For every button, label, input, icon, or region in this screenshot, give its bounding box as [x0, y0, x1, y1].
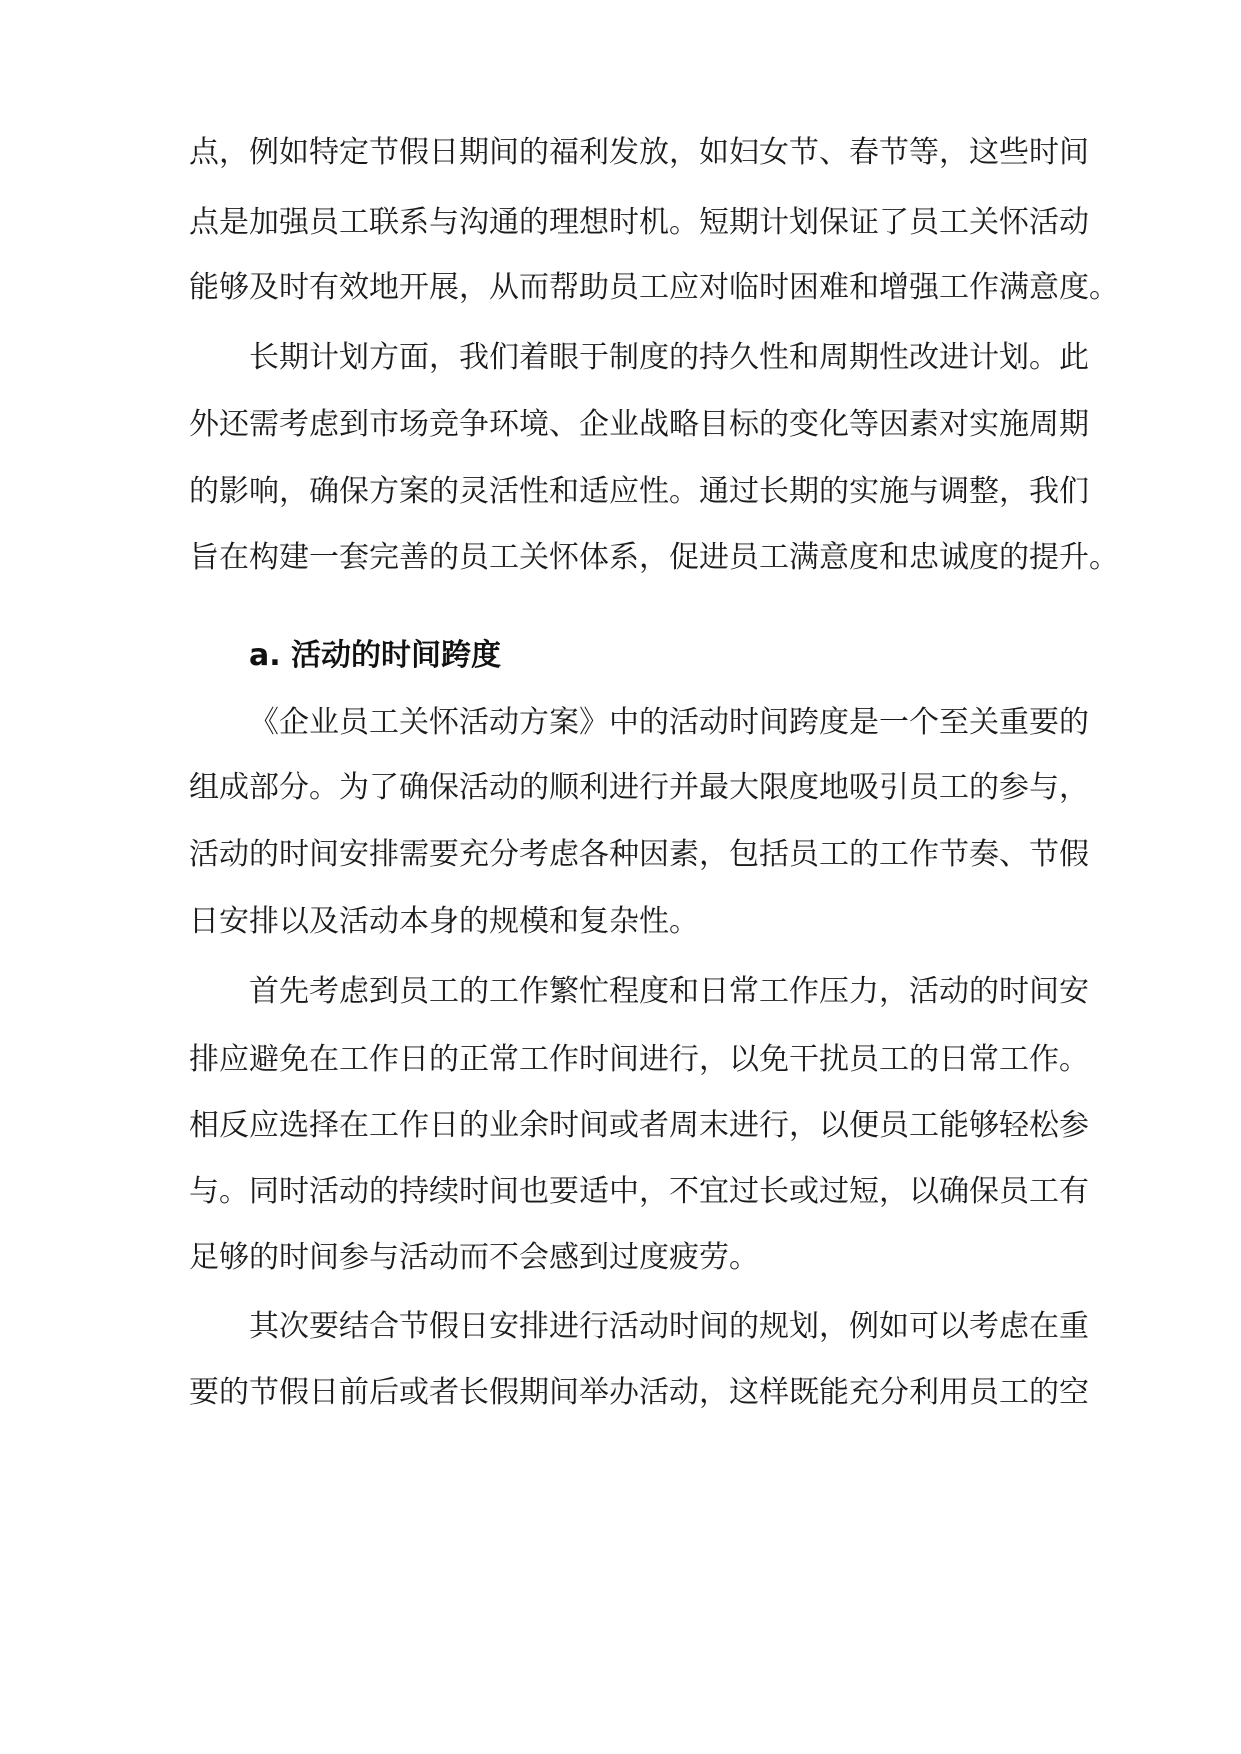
paragraph-4-line-3: 相反应选择在工作日的业余时间或者周末进行，以便员工能够轻松参 — [189, 1108, 1089, 1143]
paragraph-4-line-5: 足够的时间参与活动而不会感到过度疲劳。 — [189, 1240, 759, 1275]
paragraph-2-line-2: 外还需考虑到市场竞争环境、企业战略目标的变化等因素对实施周期 — [189, 407, 1089, 442]
paragraph-3-line-1: 《企业员工关怀活动方案》中的活动时间跨度是一个至关重要的 — [249, 705, 1089, 740]
paragraph-1-line-3: 能够及时有效地开展，从而帮助员工应对临时困难和增强工作满意度。 — [189, 270, 1119, 305]
paragraph-3-line-4: 日安排以及活动本身的规模和复杂性。 — [189, 904, 699, 939]
paragraph-3-line-3: 活动的时间安排需要充分考虑各种因素，包括员工的工作节奏、节假 — [189, 837, 1089, 872]
paragraph-1-line-1: 点，例如特定节假日期间的福利发放，如妇女节、春节等，这些时间 — [189, 135, 1089, 170]
paragraph-2-line-3: 的影响，确保方案的灵活性和适应性。通过长期的实施与调整，我们 — [189, 474, 1089, 509]
paragraph-2-line-4: 旨在构建一套完善的员工关怀体系，促进员工满意度和忠诚度的提升。 — [189, 540, 1119, 575]
paragraph-1-line-2: 点是加强员工联系与沟通的理想时机。短期计划保证了员工关怀活动 — [189, 205, 1089, 240]
paragraph-3-line-2: 组成部分。为了确保活动的顺利进行并最大限度地吸引员工的参与， — [189, 770, 1089, 805]
section-heading-title: 活动的时间跨度 — [291, 638, 501, 673]
paragraph-4-line-2: 排应避免在工作日的正常工作时间进行，以免干扰员工的日常工作。 — [189, 1042, 1089, 1077]
paragraph-4-line-4: 与。同时活动的持续时间也要适中，不宜过长或过短，以确保员工有 — [189, 1174, 1089, 1209]
section-heading-marker: a. — [249, 638, 281, 673]
section-heading — [249, 636, 501, 676]
paragraph-5-line-1: 其次要结合节假日安排进行活动时间的规划，例如可以考虑在重 — [249, 1309, 1089, 1344]
paragraph-2-line-1: 长期计划方面，我们着眼于制度的持久性和周期性改进计划。此 — [249, 340, 1089, 375]
paragraph-4-line-1: 首先考虑到员工的工作繁忙程度和日常工作压力，活动的时间安 — [249, 974, 1089, 1009]
paragraph-5-line-2: 要的节假日前后或者长假期间举办活动，这样既能充分利用员工的空 — [189, 1375, 1089, 1410]
